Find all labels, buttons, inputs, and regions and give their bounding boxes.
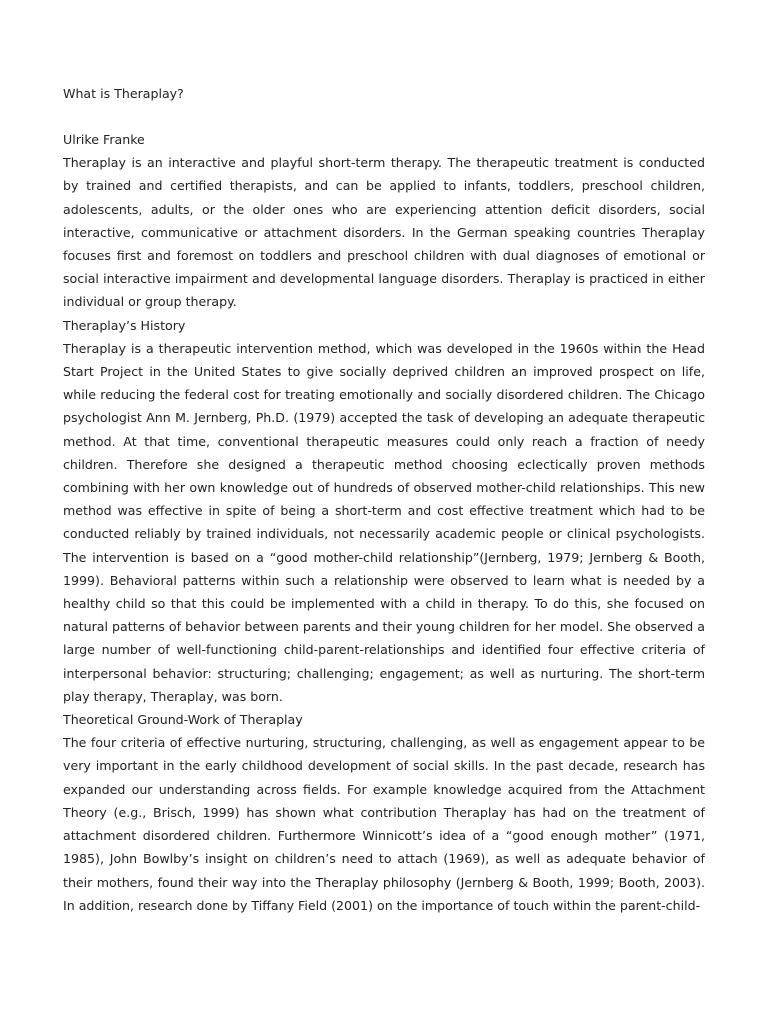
- paragraph-line: individual or group therapy.: [63, 294, 237, 310]
- section-heading: Theraplay’s History: [63, 317, 186, 333]
- document-sections: [63, 151, 705, 917]
- paragraph-line: expanded our understanding across fields. For example knowledge acquired from the Attachment: [63, 781, 705, 797]
- paragraph-line: while reducing the federal cost for treating emotionally and socially disordered children. The Chicago: [63, 387, 705, 403]
- paragraph-line: natural patterns of behavior between parents and their young children for her model. She observed a: [63, 619, 705, 635]
- paragraph: [63, 151, 705, 313]
- section-heading: Theoretical Ground-Work of Theraplay: [63, 712, 303, 728]
- paragraph-line: method. At that time, conventional therapeutic measures could only reach a fraction of needy: [63, 433, 705, 449]
- paragraph-line: interpersonal behavior: structuring; challenging; engagement; as well as nurturing. The short-term: [63, 665, 705, 681]
- document-section: [63, 151, 705, 313]
- paragraph-line: The intervention is based on a “good mother-child relationship”(Jernberg, 1979; Jernberg & Booth,: [63, 549, 705, 565]
- paragraph-line: Theory (e.g., Brisch, 1999) has shown what contribution Theraplay has had on the treatment of: [63, 804, 705, 820]
- paragraph-line: Start Project in the United States to give socially deprived children an improved prospect on life,: [63, 364, 705, 380]
- paragraph-line: method was effective in spite of being a short-term and cost effective treatment which had to be: [63, 503, 705, 519]
- paragraph-line: focuses first and foremost on toddlers and preschool children with dual diagnoses of emotional or: [63, 248, 705, 264]
- author-name: Ulrike Franke: [63, 132, 145, 147]
- paragraph-line: social interactive impairment and developmental language disorders. Theraplay is practiced in either: [63, 271, 705, 287]
- paragraph-line: healthy child so that this could be implemented with a child in therapy. To do this, she focused on: [63, 596, 705, 612]
- paragraph-line: children. Therefore she designed a therapeutic method choosing eclectically proven methods: [63, 456, 705, 472]
- document-body: [63, 128, 705, 917]
- paragraph-line: 1999). Behavioral patterns within such a relationship were observed to learn what is needed by a: [63, 572, 705, 588]
- paragraph-line: Theraplay is a therapeutic intervention method, which was developed in the 1960s within the Head: [63, 340, 705, 356]
- paragraph-line: 1985), John Bowlby’s insight on children’s need to attach (1969), as well as adequate behavior of: [63, 851, 705, 867]
- paragraph-line: large number of well-functioning child-parent-relationships and identified four effective criteria of: [63, 642, 705, 658]
- paragraph-line: very important in the early childhood development of social skills. In the past decade, research has: [63, 758, 705, 774]
- paragraph-line: conducted reliably by trained individuals, not necessarily academic people or clinical psychologists.: [63, 526, 705, 542]
- paragraph-line: interactive, communicative or attachment disorders. In the German speaking countries Theraplay: [63, 224, 705, 240]
- paragraph-line: play therapy, Theraplay, was born.: [63, 688, 283, 704]
- paragraph: [63, 731, 705, 917]
- document-section: [63, 708, 705, 917]
- document-section: [63, 314, 705, 708]
- paragraph-line: combining with her own knowledge out of hundreds of observed mother-child relationships. This new: [63, 480, 705, 496]
- document-page: [63, 0, 705, 1024]
- document-title: What is Theraplay?: [63, 86, 184, 101]
- paragraph-line: The four criteria of effective nurturing, structuring, challenging, as well as engagement appear to be: [63, 735, 705, 751]
- paragraph-line: by trained and certified therapists, and can be applied to infants, toddlers, preschool children,: [63, 178, 705, 194]
- paragraph-line: psychologist Ann M. Jernberg, Ph.D. (1979) accepted the task of developing an adequate therapeutic: [63, 410, 705, 426]
- paragraph-line: adolescents, adults, or the older ones who are experiencing attention deficit disorders, social: [63, 201, 705, 217]
- paragraph: [63, 337, 705, 708]
- paragraph-line: their mothers, found their way into the Theraplay philosophy (Jernberg & Booth, 1999; Booth, 2003).: [63, 874, 705, 890]
- paragraph-line: attachment disordered children. Furthermore Winnicott’s idea of a “good enough mother” (1971,: [63, 828, 705, 844]
- paragraph-line: Theraplay is an interactive and playful short-term therapy. The therapeutic treatment is conducted: [63, 155, 705, 171]
- paragraph-line: In addition, research done by Tiffany Field (2001) on the importance of touch within the parent-child-: [63, 897, 701, 913]
